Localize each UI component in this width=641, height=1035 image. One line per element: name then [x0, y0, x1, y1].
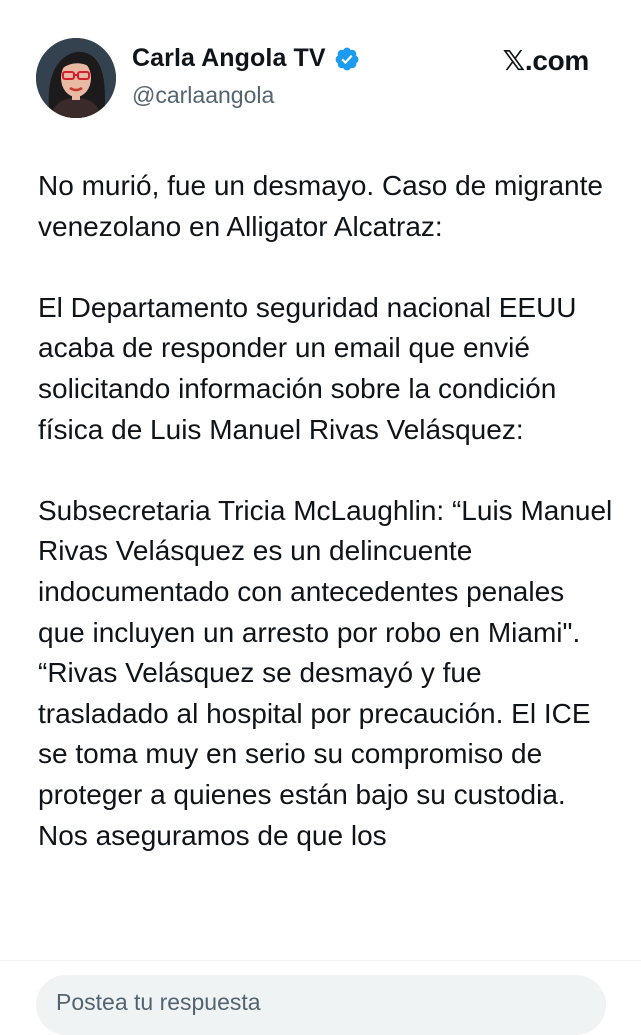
reply-placeholder: Postea tu respuesta — [56, 989, 261, 1015]
post-paragraph: Subsecretaria Tricia McLaughlin: “Luis Manuel Rivas Velásquez es un delincuente indocumentado con antecedentes penales que incluyen un arresto por robo en Miami". “Rivas Velásquez se desmayó y fue trasladado al hospital por precaución. El ICE se toma muy en serio su compromiso de proteger a quienes están bajo su custodia. Nos aseguramos de que los — [38, 494, 613, 851]
post-header — [0, 0, 641, 140]
reply-divider — [0, 960, 641, 961]
paragraph-spacer — [38, 247, 618, 288]
author-handle[interactable]: @carlaangola — [132, 82, 275, 108]
author-display-name[interactable]: Carla Angola TV — [132, 44, 326, 72]
author-avatar[interactable] — [36, 38, 116, 118]
reply-input[interactable] — [36, 975, 606, 1035]
avatar-photo-icon — [36, 38, 116, 118]
author-name-row — [132, 44, 360, 73]
verified-badge-icon — [334, 46, 360, 72]
x-logo-link[interactable]: 𝕏.com — [502, 45, 589, 76]
post-paragraph: El Departamento seguridad nacional EEUU acaba de responder un email que envié solicitando información sobre la condición física de Luis Manuel Rivas Velásquez: — [38, 291, 577, 445]
paragraph-spacer — [38, 450, 618, 491]
post-text — [38, 166, 618, 960]
post-paragraph: No murió, fue un desmayo. Caso de migrante venezolano en Alligator Alcatraz: — [38, 170, 603, 242]
